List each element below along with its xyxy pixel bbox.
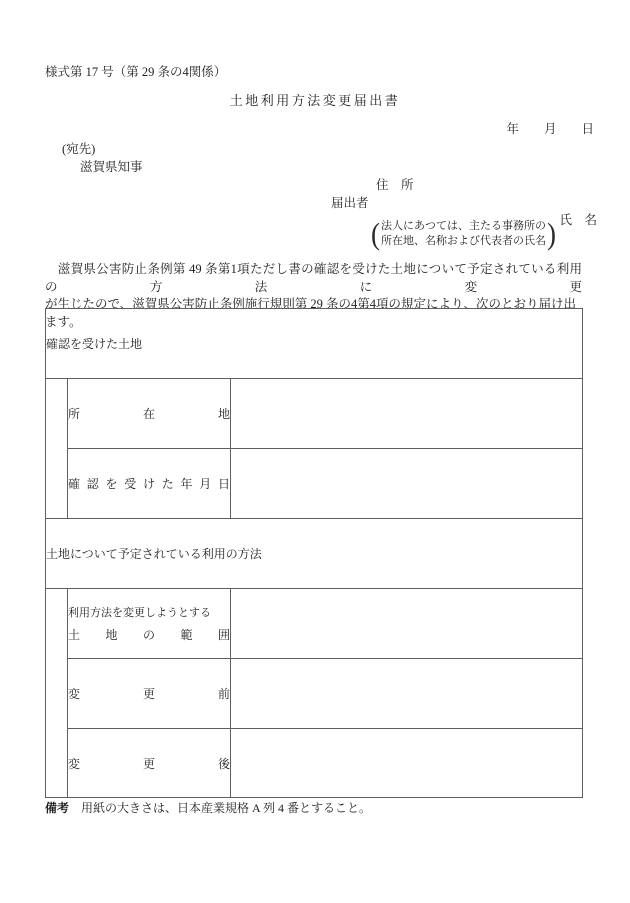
remarks-label: 備考 [45,801,70,815]
indent-cell-2 [46,589,68,798]
location-label: 所在地 [68,407,230,421]
before-label: 変更前 [68,687,230,701]
close-paren: ) [547,217,556,251]
section1-header-row [46,309,583,379]
row-confirm-date [46,449,583,519]
name-label: 氏 名 [559,213,597,227]
after-label: 変更後 [68,756,230,771]
confirm-date-label: 確認を受けた年月日 [68,477,230,491]
row-scope [46,589,583,659]
field-location[interactable] [231,379,583,449]
form-table [45,308,583,798]
corporate-note-line2: 所在地、名称および代表者の氏名 [381,235,546,247]
scope-label-cell [68,589,231,659]
section1-header: 確認を受けた土地 [46,309,583,379]
field-after[interactable] [231,729,583,798]
indent-cell-1 [46,379,68,519]
corporate-note-line1: 法人にあつては、主たる事務所の [381,220,546,232]
addressee-name: 滋賀県知事 [80,160,143,174]
after-label-cell [68,729,231,798]
addressee-label: (宛先) [62,142,96,156]
address-label: 住 所 [376,178,414,192]
field-confirm-date[interactable] [231,449,583,519]
applicant-label: 届出者 [331,196,369,210]
open-paren: ( [371,217,380,251]
remarks-text: 用紙の大きさは、日本産業規格 A 列 4 番とすること。 [81,801,372,815]
date-line: 年 月 日 [506,122,594,136]
before-label-cell [68,659,231,729]
corporate-note [371,219,556,249]
row-after [46,729,583,798]
page-title: 土地利用方法変更届出書 [229,93,401,108]
form-number: 様式第 17 号（第 29 条の4関係） [45,65,227,79]
scope-label-line2: 土地の範囲 [68,627,230,642]
corporate-note-text [380,219,547,249]
field-scope[interactable] [231,589,583,659]
scope-label-line1: 利用方法を変更しようとする [68,606,211,619]
body-line-1: 滋賀県公害防止条例第 49 条第1項ただし書の確認を受けた土地について予定されている利用の方法に変更 [45,262,582,294]
remarks [45,799,371,816]
field-before[interactable] [231,659,583,729]
section2-header: 土地について予定されている利用の方法 [46,519,583,589]
body-line-2: が生じたので、滋賀県公害防止条例施行規則第 29 条の4第4項の規定により、次のとおり届け出ます。 [45,297,577,329]
row-location [46,379,583,449]
confirm-date-label-cell [68,449,231,519]
row-before [46,659,583,729]
section2-header-row [46,519,583,589]
location-label-cell [68,379,231,449]
